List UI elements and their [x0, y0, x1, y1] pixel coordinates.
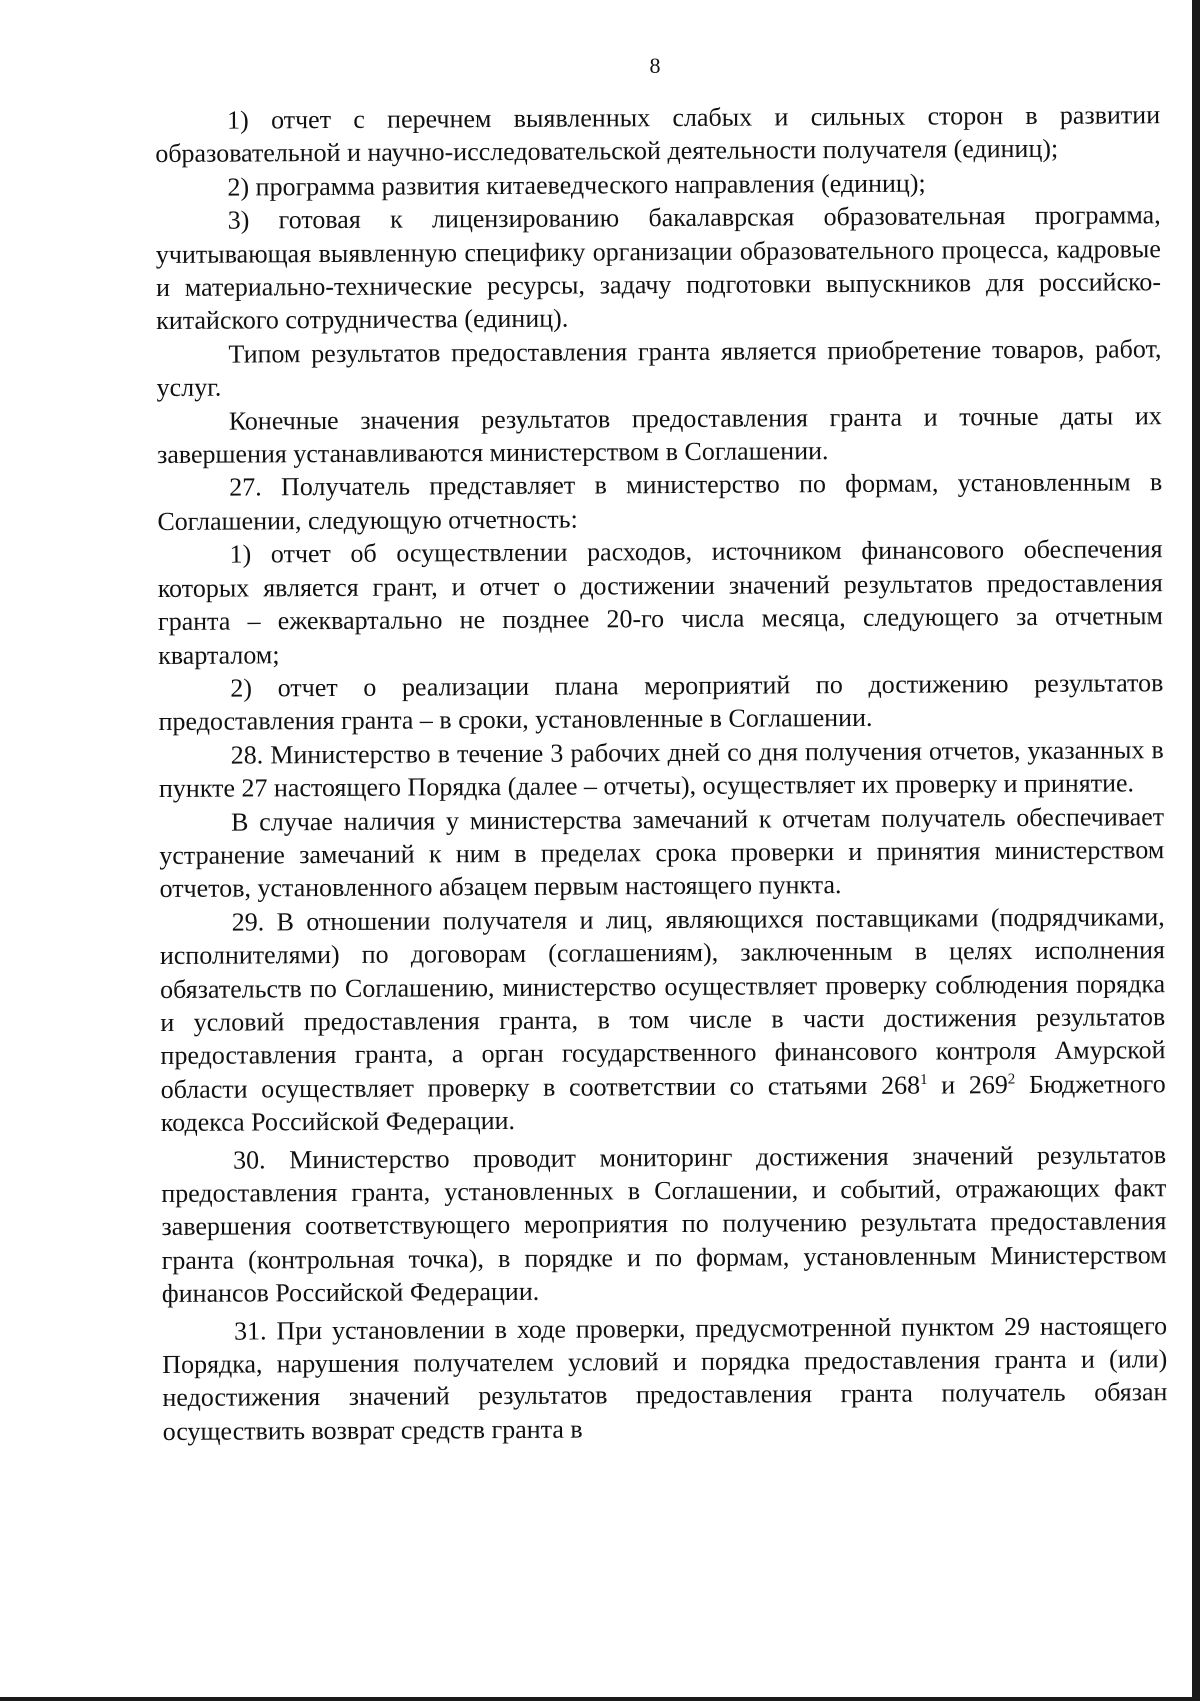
- paragraph-final-values: Конечные значения результатов предоставления гранта и точные даты их завершения устанавливаются министерством в Соглашении.: [156, 400, 1162, 470]
- scan-edge-right: [1192, 0, 1200, 1701]
- page-number: 8: [649, 53, 661, 78]
- paragraph-result-type: Типом результатов предоставления гранта является приобретение товаров, работ, услуг.: [156, 334, 1162, 403]
- paragraph-result-1: 1) отчет с перечнем выявленных слабых и сильных сторон в развитии образовательной и научно-исследовательской деятельности получателя (единиц);: [155, 100, 1161, 169]
- paragraph-29: [160, 900, 1166, 1140]
- superscript-1: 1: [919, 1071, 928, 1088]
- superscript-2: 2: [1007, 1071, 1016, 1088]
- paragraph-28: 28. Министерство в течение 3 рабочих дней со дня получения отчетов, указанных в пункте 27 настоящего Порядка (далее – отчеты), осуществляет их проверку и принятие.: [158, 734, 1164, 804]
- paragraph-27-item-1: 1) отчет об осуществлении расходов, источником финансового обеспечения которых является грант, и отчет о достижении значений результатов предоставления гранта – ежеквартально не позднее 20-го числа месяца, следующего за отчетным кварталом;: [157, 534, 1164, 670]
- paragraph-30: 30. Министерство проводит мониторинг достижения значений результатов предоставления гранта, установленных в Соглашении, и событий, отражающих факт завершения соответствующего мероприятия по получению результата предоставления гранта (контрольная точка), в порядке и по формам, установленным Министерством финансов Российской Федерации.: [161, 1139, 1167, 1309]
- paragraph-29-text-middle: и 269: [927, 1069, 1008, 1100]
- paragraph-27-item-2: 2) отчет о реализации плана мероприятий по достижению результатов предоставления гранта – в сроки, установленные в Соглашении.: [158, 668, 1164, 737]
- document-body: [155, 98, 1168, 1448]
- paragraph-29-text-after: Бюджетного кодекса Российской Федерации.: [160, 1068, 1166, 1138]
- paragraph-29-text-before: 29. В отношении получателя и лиц, являющихся поставщиками (подрядчиками, исполнителями) по договорам (соглашениям), заключенным в целях исполнения обязательств по Соглашению, министерство осуществляет проверку соблюдения порядка и условий предоставления гранта, в том числе в части достижения результатов предоставления гранта, а орган государственного финансового контроля Амурской области осуществляет проверку в соответствии со статьями 268: [159, 901, 1166, 1104]
- paragraph-result-3: 3) готовая к лицензированию бакалаврская образовательная программа, учитывающая выявленную специфику организации образовательного процесса, кадровые и материально-технические ресурсы, задачу подготовки выпускников для российско-китайского сотрудничества (единиц).: [155, 200, 1162, 336]
- scan-edge-bottom: [0, 1697, 1200, 1701]
- paragraph-27: 27. Получатель представляет в министерство по формам, установленным в Соглашении, следующую отчетность:: [157, 467, 1163, 536]
- paragraph-28-remarks: В случае наличия у министерства замечаний к отчетам получатель обеспечивает устранение замечаний к ним в пределах срока проверки и принятия министерством отчетов, установленного абзацем первым настоящего пункта.: [159, 801, 1165, 904]
- paragraph-result-2: 2) программа развития китаеведческого направления (единиц);: [227, 168, 926, 202]
- paragraph-31: 31. При установлении в ходе проверки, предусмотренной пунктом 29 настоящего Порядка, нарушения получателем условий и порядка предоставления гранта и (или) недостижения значений результатов предоставления гранта получатель обязан осуществить возврат средств гранта в: [162, 1310, 1168, 1446]
